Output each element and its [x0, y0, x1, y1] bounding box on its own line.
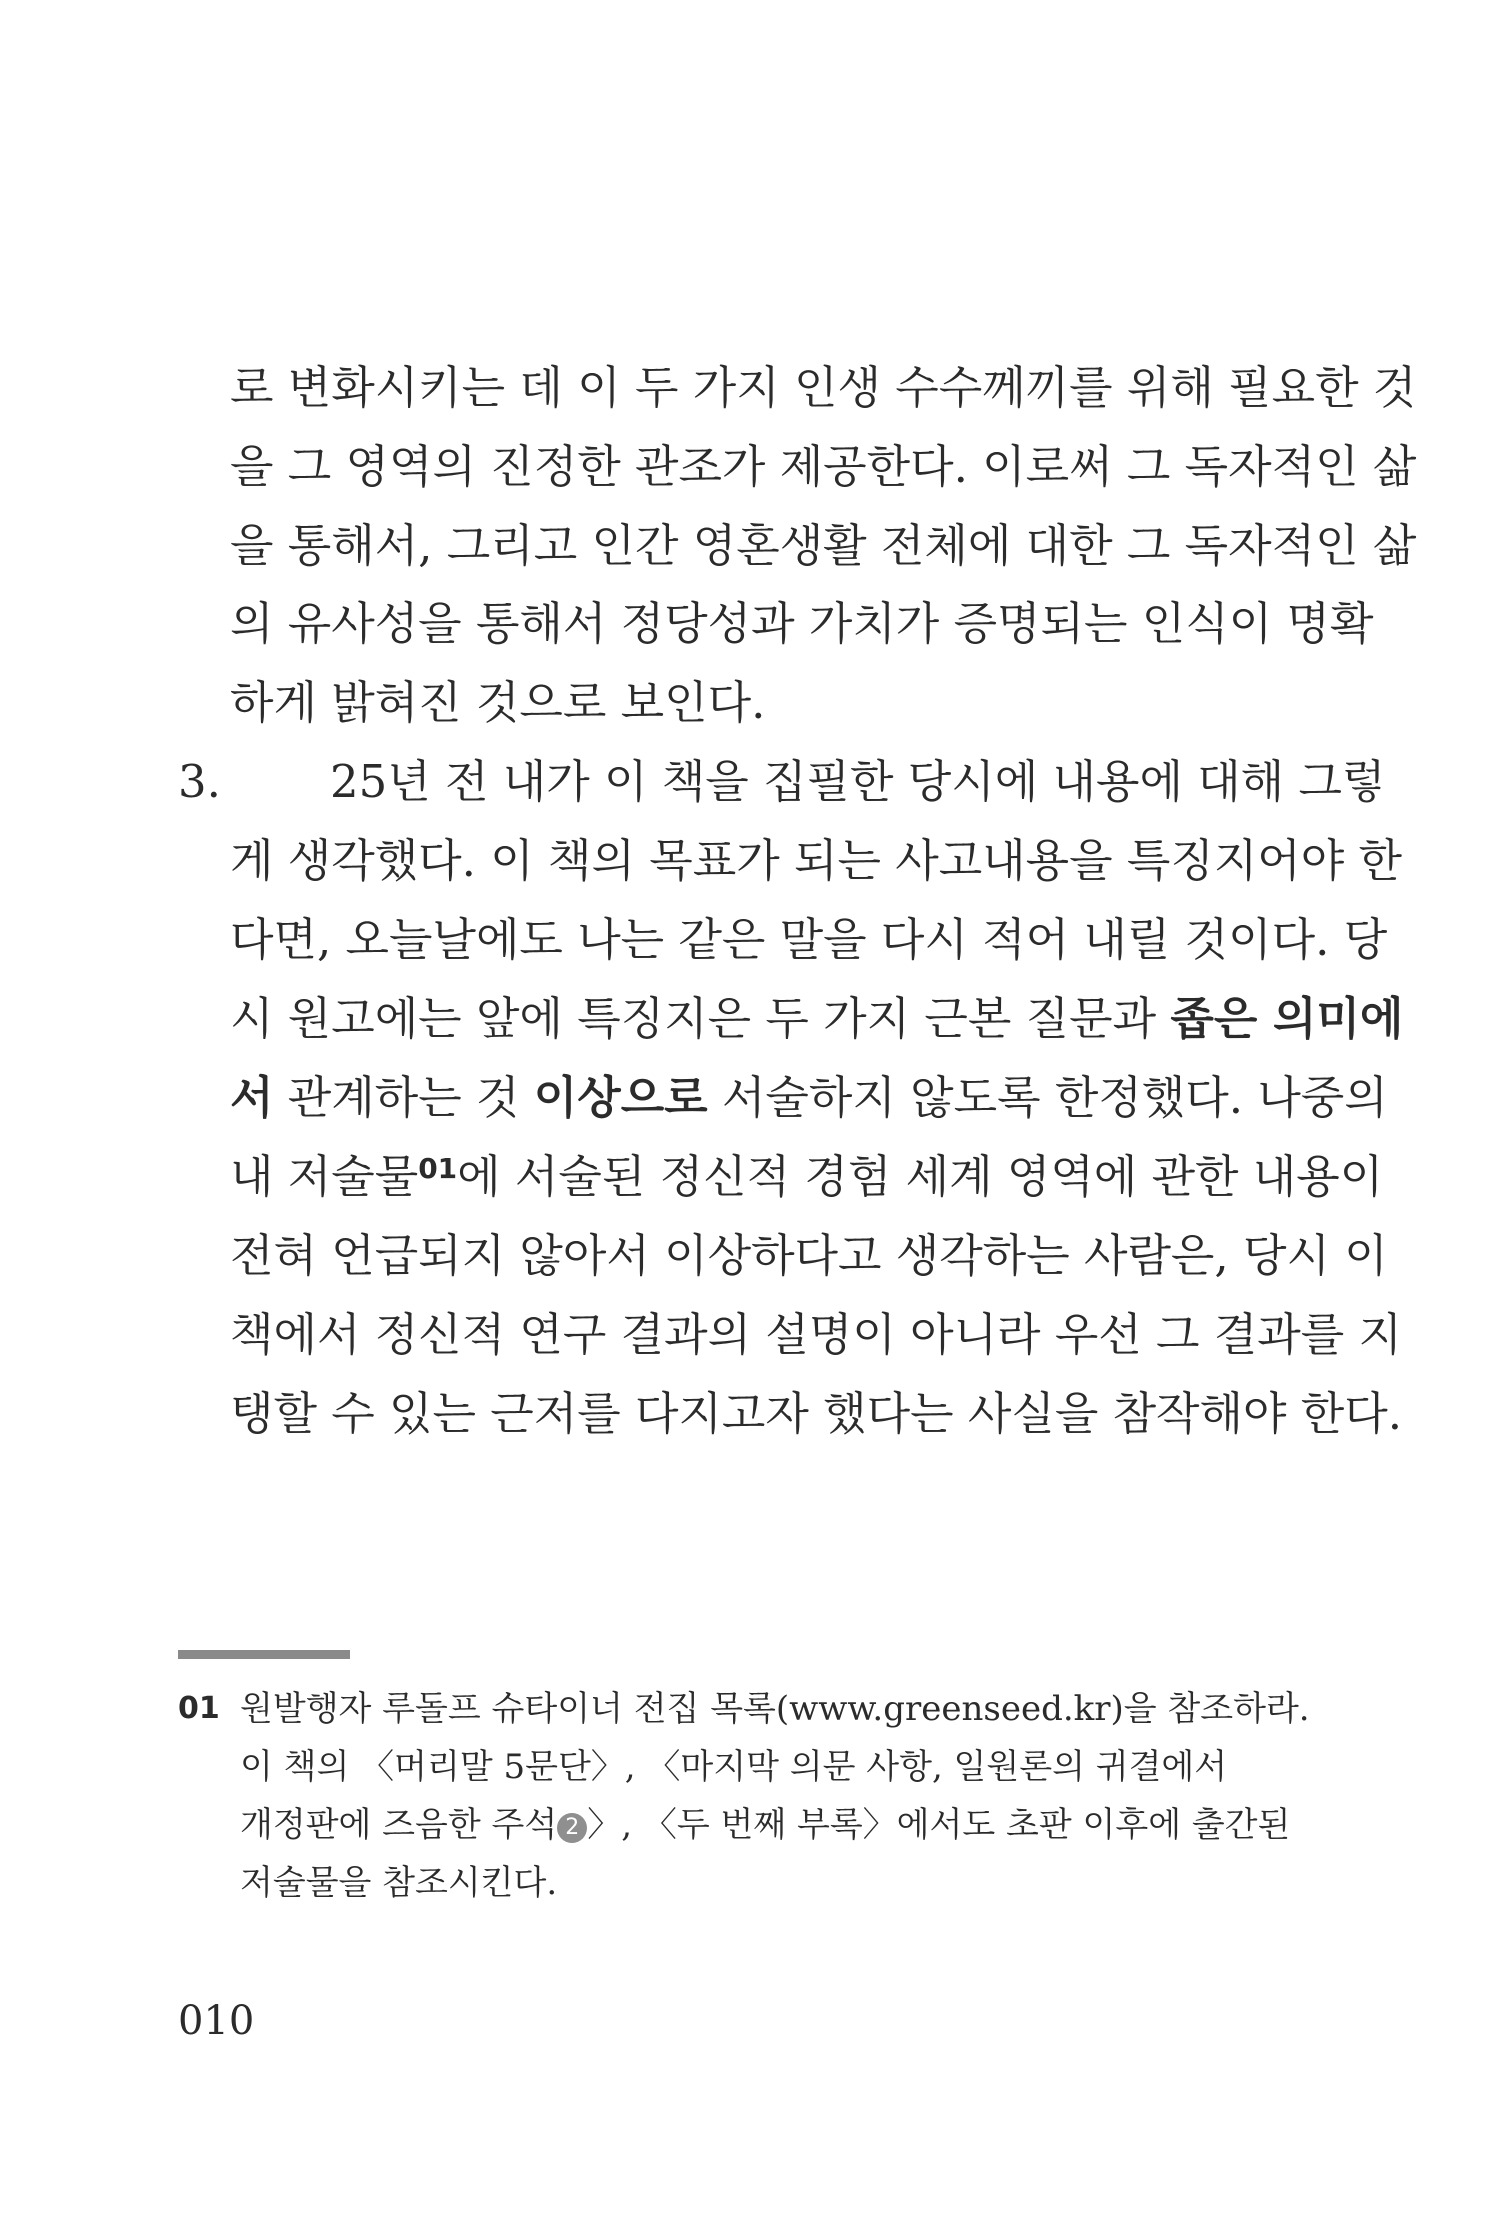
body-line: 로 변화시키는 데 이 두 가지 인생 수수께끼를 위해 필요한 것: [230, 361, 1417, 414]
body-line: 탱할 수 있는 근저를 다지고자 했다는 사실을 참작해야 한다.: [230, 1387, 1403, 1440]
emphasis-text: 이상으로: [533, 1071, 708, 1124]
body-line-text: 시 원고에는 앞에 특징지은 두 가지 근본 질문과: [230, 992, 1171, 1045]
body-line-text: 내 저술물: [230, 1150, 419, 1203]
footnote-line: [240, 1800, 1290, 1850]
list-item-number: 3.: [178, 755, 221, 808]
body-line: 하게 밝혀진 것으로 보인다.: [230, 676, 766, 729]
footnote-divider: [178, 1650, 350, 1659]
body-line: [230, 989, 1404, 1049]
page-number: 010: [178, 1998, 255, 2044]
body-line: 을 통해서, 그리고 인간 영혼생활 전체에 대한 그 독자적인 삶: [230, 519, 1417, 572]
body-line-text: 서술하지 않도록 한정했다. 나중의: [707, 1071, 1388, 1124]
footnote-number: 01: [178, 1691, 220, 1726]
circled-number-icon: 2: [557, 1813, 587, 1843]
body-line: 전혀 언급되지 않아서 이상하다고 생각하는 사람은, 당시 이: [230, 1229, 1388, 1282]
body-line: [230, 752, 1386, 812]
body-line: 의 유사성을 통해서 정당성과 가치가 증명되는 인식이 명확: [230, 597, 1374, 650]
footnote-text: 〉, 〈두 번째 부록〉에서도 초판 이후에 출간된: [587, 1805, 1291, 1845]
body-line: [230, 1147, 1384, 1207]
emphasis-text: 서: [230, 1071, 274, 1124]
body-line: 책에서 정신적 연구 결과의 설명이 아니라 우선 그 결과를 지: [230, 1308, 1403, 1361]
body-line: 을 그 영역의 진정한 관조가 제공한다. 이로써 그 독자적인 삶: [230, 440, 1417, 493]
body-line-text: 에 서술된 정신적 경험 세계 영역에 관한 내용이: [457, 1150, 1384, 1203]
body-line: [230, 1068, 1388, 1128]
body-line: 다면, 오늘날에도 나는 같은 말을 다시 적어 내릴 것이다. 당: [230, 913, 1388, 966]
body-line-text: 관계하는 것: [273, 1071, 534, 1124]
footnote-reference: 01: [418, 1152, 458, 1185]
body-line-text: 25년 전 내가 이 책을 집필한 당시에 내용에 대해 그렇: [330, 755, 1386, 808]
emphasis-text: 좁은 의미에: [1170, 992, 1404, 1045]
footnote-line: 저술물을 참조시킨다.: [240, 1863, 558, 1903]
body-line: 게 생각했다. 이 책의 목표가 되는 사고내용을 특징지어야 한: [230, 834, 1403, 887]
footnote-line: 이 책의 〈머리말 5문단〉, 〈마지막 의문 사항, 일원론의 귀결에서: [240, 1747, 1228, 1787]
footnote-text: 개정판에 즈음한 주석: [240, 1805, 558, 1845]
footnote-line: 원발행자 루돌프 슈타이너 전집 목록(www.greenseed.kr)을 참조하라.: [240, 1689, 1310, 1729]
